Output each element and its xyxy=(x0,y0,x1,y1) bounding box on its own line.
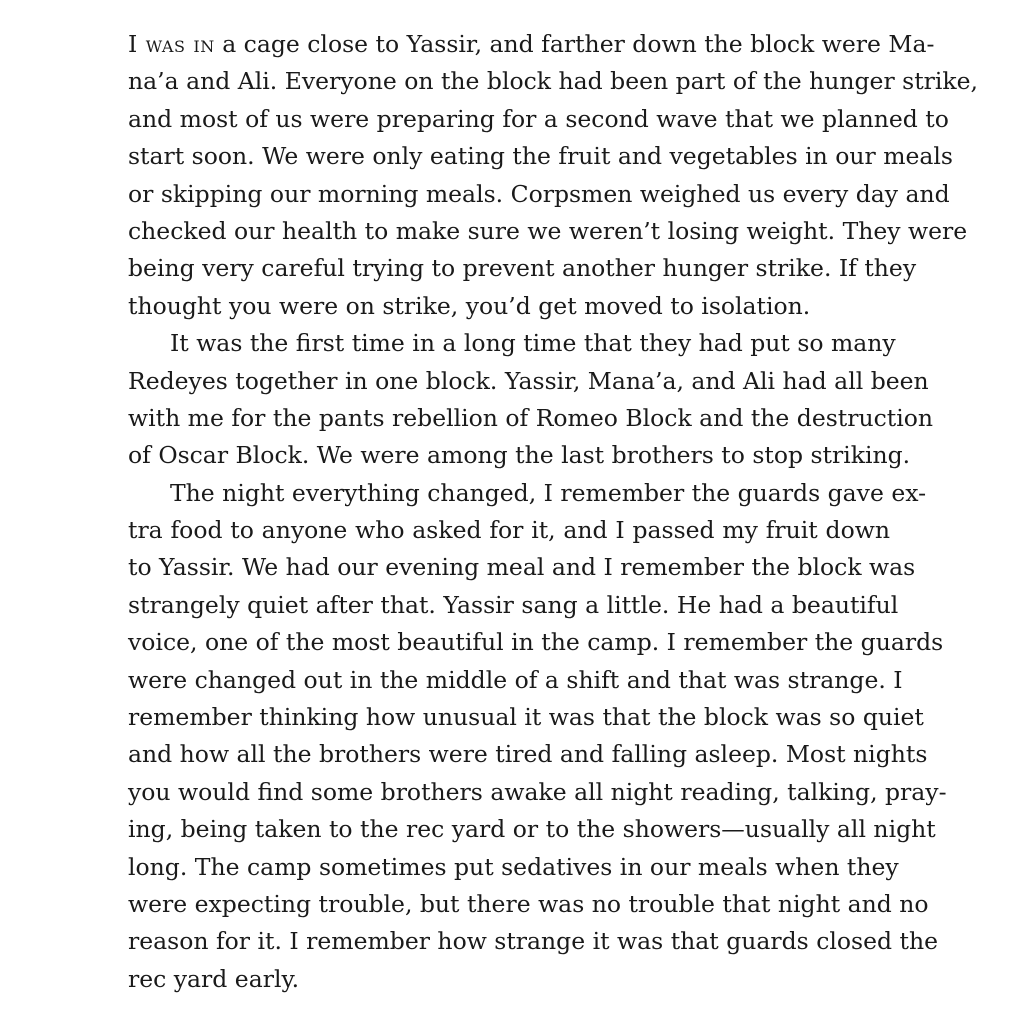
text-line: to Yassir. We had our evening meal and I remember the block was xyxy=(128,553,916,582)
text-line: and most of us were preparing for a second wave that we planned to xyxy=(128,104,949,133)
paragraph-3 xyxy=(128,475,947,998)
text-line: were expecting trouble, but there was no trouble that night and no xyxy=(128,889,929,918)
text-line xyxy=(128,26,935,63)
text-line: long. The camp sometimes put sedatives in our meals when they xyxy=(128,852,899,881)
text-line: reason for it. I remember how strange it was that guards closed the xyxy=(128,927,938,956)
text-line: of Oscar Block. We were among the last brothers to stop striking. xyxy=(128,441,911,470)
text-line: were changed out in the middle of a shift and that was strange. I xyxy=(128,665,903,694)
text-line: na’a and Ali. Everyone on the block had been part of the hunger strike, xyxy=(128,67,979,96)
text-line: tra food to anyone who asked for it, and I passed my fruit down xyxy=(128,516,890,545)
text-line: ing, being taken to the rec yard or to the showers—usually all night xyxy=(128,815,936,844)
text-line: remember thinking how unusual it was that the block was so quiet xyxy=(128,703,924,732)
text-line: or skipping our morning meals. Corpsmen weighed us every day and xyxy=(128,179,950,208)
paragraph-1 xyxy=(128,26,979,325)
text-line: start soon. We were only eating the fruit and vegetables in our meals xyxy=(128,142,953,171)
text-line: being very careful trying to prevent another hunger strike. If they xyxy=(128,254,917,283)
paragraph-2 xyxy=(128,325,934,475)
text-line: thought you were on strike, you’d get moved to isolation. xyxy=(128,291,811,320)
text-line: with me for the pants rebellion of Romeo Block and the destruction xyxy=(128,403,934,432)
text-line: voice, one of the most beautiful in the camp. I remember the guards xyxy=(128,628,944,657)
text-line: and how all the brothers were tired and falling asleep. Most nights xyxy=(128,740,928,769)
text-line: you would find some brothers awake all night reading, talking, pray- xyxy=(128,777,947,806)
text-line: rec yard early. xyxy=(128,964,300,993)
text-line: Redeyes together in one block. Yassir, Mana’a, and Ali had all been xyxy=(128,366,929,395)
text-line: strangely quiet after that. Yassir sang a little. He had a beautiful xyxy=(128,590,899,619)
lead-in-smallcaps: I was in xyxy=(128,30,215,58)
text-line: The night everything changed, I remember the guards gave ex- xyxy=(170,478,927,507)
text-line: It was the first time in a long time that they had put so many xyxy=(170,329,896,358)
text-line: checked our health to make sure we weren’t losing weight. They were xyxy=(128,216,968,245)
line-text: a cage close to Yassir, and farther down the block were Ma- xyxy=(214,30,935,58)
book-page xyxy=(128,26,979,998)
